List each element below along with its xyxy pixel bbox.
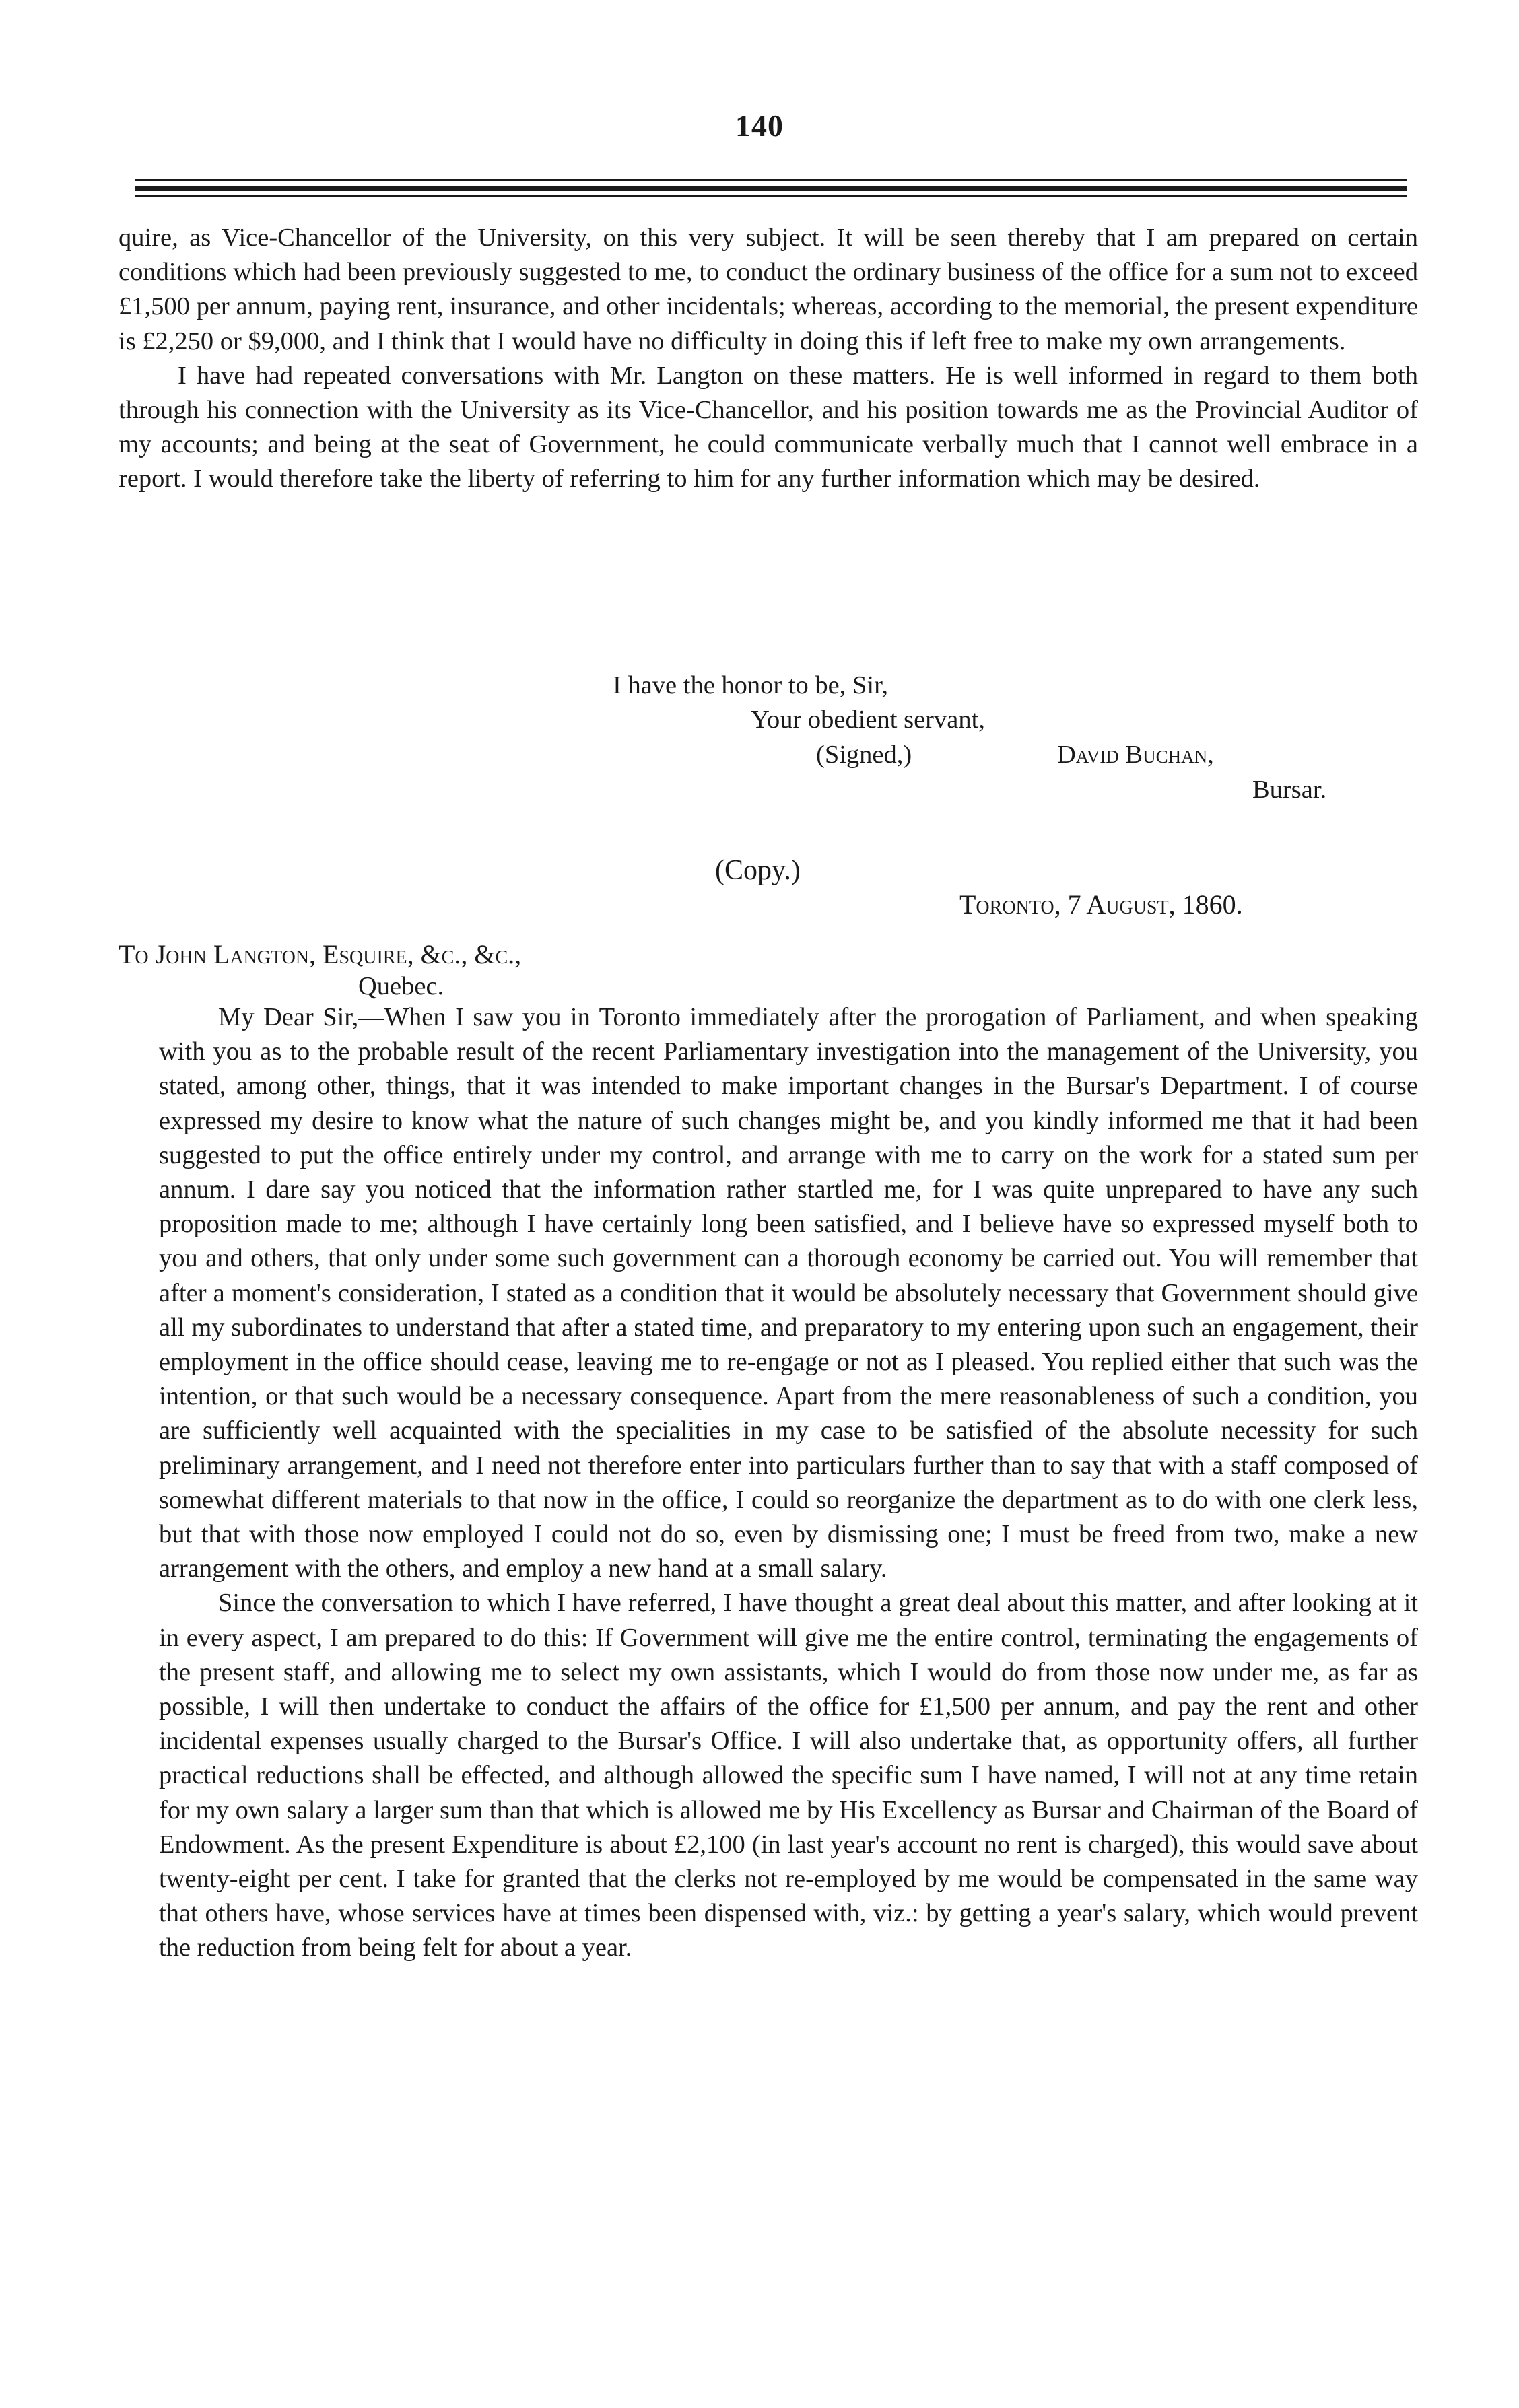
closing-servant: Your obedient servant, [751, 706, 985, 734]
page-number: 140 [735, 108, 784, 143]
closing-salutation: I have the honor to be, Sir, [613, 671, 889, 699]
letter2-addressee: To John Langton, Esquire, &c., &c., [119, 939, 522, 969]
letter1-paragraph-1: quire, as Vice-Chancellor of the University, on this very subject. It will be seen thereby that I am prepared on certain conditions which had been previously suggested to me, to conduct the ordinary business of the office for a sum not to exceed £1,500 per annum, paying rent, insurance, and other incidentals; whereas, according to the memorial, the present expenditure is £2,250 or $9,000, and I think that I would have no difficulty in doing this if left free to make my own arrangements. [119, 223, 1418, 355]
letter2-body [159, 1000, 1418, 1966]
letter2-paragraph-1: My Dear Sir,—When I saw you in Toronto immediately after the prorogation of Parliament, and when speaking with you as to the probable result of the recent Parliamentary investigation into the management of the University, you stated, among other, things, that it was intended to make important changes in the Bursar's Department. I of course expressed my desire to know what the nature of such changes might be, and you kindly informed me that it had been suggested to put the office entirely under my control, and arrange with me to carry on the work for a stated sum per annum. I dare say you noticed that the information rather startled me, for I was quite unprepared to have any such proposition made to me; although I have certainly long been satisfied, and I believe have so expressed myself both to you and others, that only under some such government can a thorough economy be carried out. You will remember that after a moment's consideration, I stated as a condition that it would be absolutely necessary that Government should give all my subordinates to understand that after a stated time, and preparatory to my entering upon such an engagement, their employment in the office should cease, leaving me to re-engage or not as I pleased. You replied either that such was the intention, or that such would be a necessary consequence. Apart from the mere reasonableness of such a condition, you are sufficiently well acquainted with the specialities in my case to be satisfied of the absolute necessity for such preliminary arrangement, and I need not therefore enter into particulars further than to say that with a staff composed of somewhat different materials to that now in the office, I could so reorganize the department as to do with one clerk less, but that with those now employed I could not do so, even by dismissing one; I must be freed from two, make a new arrangement with the others, and employ a new hand at a small salary. [159, 1003, 1418, 1583]
closing-signed-mark: (Signed,) [816, 741, 912, 769]
header-rule-thin-bottom [135, 195, 1407, 197]
header-rule-thin-top [135, 179, 1407, 181]
letter2-addressee-city: Quebec. [358, 972, 444, 1000]
header-rule-thick [135, 186, 1407, 191]
letter2-paragraph-2: Since the conversation to which I have referred, I have thought a great deal about this matter, and after looking at it in every aspect, I am prepared to do this: If Government will give me the entire control, terminating the engagements of the present staff, and allowing me to select my own assistants, which I would do from those now under me, as far as possible, I will then undertake to conduct the affairs of the office for £1,500 per annum, and pay the rent and other incidental expenses usually charged to the Bursar's Office. I will also undertake that, as opportunity offers, all further practical reductions shall be effected, and although allowed the specific sum I have named, I will not at any time retain for my own salary a larger sum than that which is allowed me by His Excellency as Bursar and Chairman of the Board of Endowment. As the present Expenditure is about £2,100 (in last year's account no rent is charged), this would save about twenty-eight per cent. I take for granted that the clerks not re-employed by me would be compensated in the same way that others have, whose services have at times been dispensed with, viz.: by getting a year's salary, which would prevent the reduction from being felt for about a year. [159, 1589, 1418, 1962]
letter1-paragraph-2: I have had repeated conversations with Mr. Langton on these matters. He is well informed in regard to them both through his connection with the University as its Vice-Chancellor, and his position towards me as the Provincial Auditor of my accounts; and being at the seat of Government, he could communicate verbally much that I cannot well embrace in a report. I would therefore take the liberty of referring to him for any further information which may be desired. [119, 361, 1418, 493]
signatory-name: David Buchan, [1057, 741, 1214, 769]
letter2-dateline: Toronto, 7 August, 1860. [959, 889, 1243, 920]
copy-mark: (Copy.) [715, 855, 801, 886]
signatory-title: Bursar. [1252, 776, 1327, 804]
letter1-body [119, 221, 1418, 497]
